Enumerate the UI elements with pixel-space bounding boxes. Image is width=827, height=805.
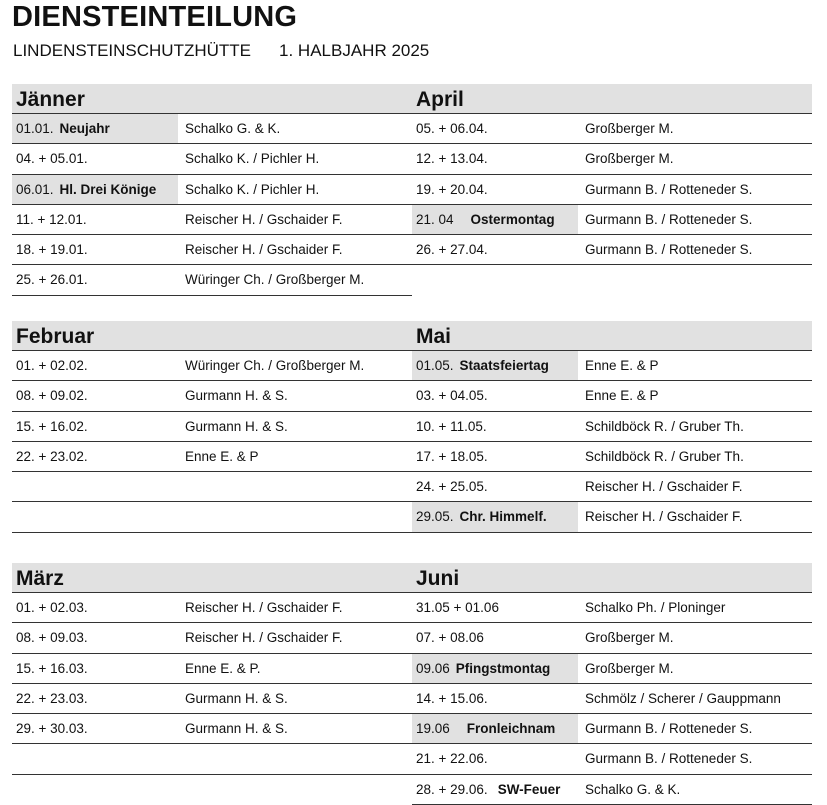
staff-names: Schalko G. & K.: [185, 121, 281, 136]
staff-names: Schalko K. / Pichler H.: [185, 151, 320, 167]
staff-names: Schalko K. / Pichler H.: [185, 181, 320, 197]
date-text: 09.06: [416, 660, 450, 676]
holiday-label: Pfingstmontag: [455, 660, 551, 676]
date-cell: [12, 144, 178, 173]
schedule-row: [412, 714, 812, 744]
schedule-row: [412, 175, 812, 205]
date-text: 01.01.: [16, 121, 54, 136]
staff-names: Würinger Ch. / Großberger M.: [185, 358, 365, 373]
schedule-row: [12, 144, 412, 174]
month-heading: Mai: [412, 321, 812, 351]
date-cell: [12, 205, 178, 234]
date-text: 05. + 06.04.: [416, 121, 488, 136]
date-cell: [412, 144, 578, 173]
month-heading: Februar: [12, 321, 412, 351]
date-text: 01. + 02.03.: [16, 600, 88, 615]
month-block-februar: [12, 321, 412, 533]
date-cell: [12, 442, 178, 471]
date-cell: [412, 442, 578, 471]
holiday-label: Hl. Drei Könige: [59, 181, 157, 197]
schedule-row: [412, 144, 812, 174]
schedule-row: [412, 593, 812, 623]
location-label: LINDENSTEINSCHUTZHÜTTE: [13, 41, 252, 60]
date-cell: [412, 714, 578, 743]
date-cell: [12, 714, 178, 743]
date-text: 04. + 05.01.: [16, 151, 88, 167]
date-text: 29.05.: [416, 509, 454, 525]
schedule-row: [12, 175, 412, 205]
date-cell: [12, 744, 178, 773]
staff-names: Gurmann B. / Rotteneder S.: [585, 751, 753, 767]
schedule-row: [12, 654, 412, 684]
date-cell: [12, 412, 178, 441]
holiday-label: Ostermontag: [470, 211, 555, 227]
date-text: 14. + 15.06.: [416, 690, 488, 706]
schedule-row: [412, 654, 812, 684]
schedule-row: [12, 205, 412, 235]
date-text: 22. + 23.03.: [16, 690, 88, 706]
date-cell: [412, 175, 578, 204]
schedule-row: [12, 472, 412, 502]
schedule-row: [412, 744, 812, 774]
schedule-row: [412, 623, 812, 653]
month-block-mai: [412, 321, 812, 533]
date-cell: [12, 654, 178, 683]
staff-names: Enne E. & P: [585, 358, 659, 373]
staff-names: Gurmann H. & S.: [185, 690, 288, 706]
staff-names: Gurmann B. / Rotteneder S.: [585, 181, 753, 197]
holiday-label: SW-Feuer: [497, 781, 561, 797]
schedule-row: [412, 114, 812, 144]
staff-names: Enne E. & P.: [185, 660, 261, 676]
schedule-row: [412, 205, 812, 235]
date-cell: [412, 114, 578, 143]
schedule-row: [412, 442, 812, 472]
date-cell: [12, 175, 178, 204]
date-cell: [412, 235, 578, 264]
staff-names: Schmölz / Scherer / Gauppmann: [585, 690, 781, 706]
date-cell: [12, 502, 178, 531]
staff-names: Enne E. & P: [585, 388, 659, 404]
staff-names: Großberger M.: [585, 630, 674, 646]
staff-names: Gurmann B. / Rotteneder S.: [585, 242, 753, 258]
schedule-row: [412, 235, 812, 265]
staff-names: Gurmann B. / Rotteneder S.: [585, 211, 753, 227]
staff-names: Reischer H. / Gschaider F.: [185, 630, 343, 646]
date-text: 31.05 + 01.06: [416, 600, 499, 615]
date-cell: [12, 472, 178, 501]
date-text: 01. + 02.02.: [16, 358, 88, 373]
staff-names: Schalko G. & K.: [585, 781, 681, 797]
staff-names: Schildböck R. / Gruber Th.: [585, 448, 744, 464]
staff-names: Großberger M.: [585, 660, 674, 676]
date-cell: [12, 114, 178, 143]
date-text: 26. + 27.04.: [416, 242, 488, 258]
month-block-maerz: [12, 563, 412, 775]
schedule-row: [12, 714, 412, 744]
schedule-row: [12, 381, 412, 411]
schedule-row: [12, 114, 412, 144]
date-text: 28. + 29.06.: [416, 781, 488, 797]
schedule-row: [412, 502, 812, 532]
schedule-row: [412, 472, 812, 502]
staff-names: Reischer H. / Gschaider F.: [585, 509, 743, 525]
staff-names: Schildböck R. / Gruber Th.: [585, 418, 744, 434]
date-text: 19. + 20.04.: [416, 181, 488, 197]
page-title: DIENSTEINTEILUNG: [12, 1, 298, 33]
schedule-row: [412, 351, 812, 381]
date-cell: [12, 623, 178, 652]
date-cell: [12, 381, 178, 410]
holiday-label: Fronleichnam: [466, 721, 556, 737]
date-text: 19.06: [416, 721, 450, 737]
staff-names: Gurmann B. / Rotteneder S.: [585, 721, 753, 737]
staff-names: Großberger M.: [585, 121, 674, 136]
staff-names: Würinger Ch. / Großberger M.: [185, 272, 365, 288]
date-cell: [12, 684, 178, 713]
month-heading: Juni: [412, 563, 812, 593]
date-text: 21. + 22.06.: [416, 751, 488, 767]
date-cell: [412, 351, 578, 380]
date-text: 25. + 26.01.: [16, 272, 88, 288]
schedule-row: [12, 502, 412, 532]
date-text: 29. + 30.03.: [16, 721, 88, 737]
date-cell: [412, 205, 578, 234]
staff-names: Enne E. & P: [185, 448, 259, 464]
schedule-row: [12, 265, 412, 295]
schedule-row: [412, 412, 812, 442]
date-cell: [412, 744, 578, 773]
schedule-row: [12, 744, 412, 774]
date-text: 21. 04: [416, 211, 454, 227]
date-cell: [412, 623, 578, 652]
schedule-row: [412, 381, 812, 411]
date-text: 24. + 25.05.: [416, 479, 488, 495]
page-subtitle: [13, 40, 429, 62]
schedule-row: [12, 351, 412, 381]
date-text: 08. + 09.02.: [16, 388, 88, 404]
staff-names: Großberger M.: [585, 151, 674, 167]
month-block-juni: [412, 563, 812, 805]
holiday-label: Staatsfeiertag: [459, 358, 549, 373]
date-text: 01.05.: [416, 358, 454, 373]
staff-names: Reischer H. / Gschaider F.: [185, 211, 343, 227]
schedule-row: [12, 684, 412, 714]
date-cell: [412, 412, 578, 441]
date-cell: [412, 654, 578, 683]
date-cell: [12, 593, 178, 622]
date-text: 06.01.: [16, 181, 54, 197]
schedule-row: [12, 623, 412, 653]
staff-names: Reischer H. / Gschaider F.: [585, 479, 743, 495]
month-block-jaenner: [12, 84, 412, 296]
staff-names: Gurmann H. & S.: [185, 721, 288, 737]
date-text: 18. + 19.01.: [16, 242, 88, 258]
date-cell: [412, 684, 578, 713]
date-text: 12. + 13.04.: [416, 151, 488, 167]
staff-names: Reischer H. / Gschaider F.: [185, 242, 343, 258]
date-text: 11. + 12.01.: [16, 211, 87, 227]
date-cell: [412, 502, 578, 531]
month-heading: Jänner: [12, 84, 412, 114]
date-cell: [12, 265, 178, 294]
schedule-row: [12, 593, 412, 623]
date-text: 03. + 04.05.: [416, 388, 488, 404]
staff-names: Gurmann H. & S.: [185, 388, 288, 404]
date-cell: [412, 593, 578, 622]
date-text: 15. + 16.02.: [16, 418, 88, 434]
month-block-april: [412, 84, 812, 265]
month-heading: April: [412, 84, 812, 114]
staff-names: Reischer H. / Gschaider F.: [185, 600, 343, 615]
staff-names: Gurmann H. & S.: [185, 418, 288, 434]
staff-names: Schalko Ph. / Ploninger: [585, 600, 726, 615]
month-heading: März: [12, 563, 412, 593]
date-cell: [412, 775, 578, 804]
date-cell: [412, 472, 578, 501]
date-cell: [12, 235, 178, 264]
date-text: 10. + 11.05.: [416, 418, 487, 434]
holiday-label: Neujahr: [59, 121, 110, 136]
schedule-row: [12, 442, 412, 472]
date-text: 17. + 18.05.: [416, 448, 488, 464]
schedule-row: [412, 684, 812, 714]
period-label: 1. HALBJAHR 2025: [279, 41, 430, 60]
holiday-label: Chr. Himmelf.: [459, 509, 547, 525]
schedule-row: [12, 412, 412, 442]
date-cell: [12, 351, 178, 380]
date-text: 15. + 16.03.: [16, 660, 88, 676]
date-text: 22. + 23.02.: [16, 448, 88, 464]
date-text: 08. + 09.03.: [16, 630, 88, 646]
date-text: 07. + 08.06: [416, 630, 484, 646]
schedule-row: [412, 775, 812, 805]
date-cell: [412, 381, 578, 410]
schedule-row: [12, 235, 412, 265]
